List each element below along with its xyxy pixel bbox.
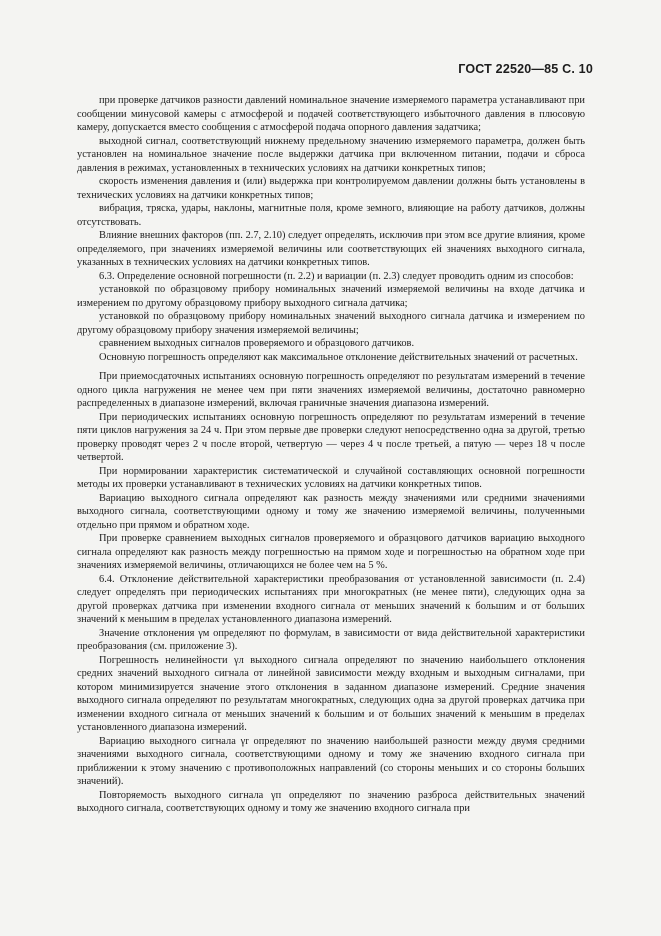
paragraph: Вариацию выходного сигнала определяют как разность между значениями или средними значениями выходного сигнала, соответствующими одному и тому же значению измеряемой величины, полученными отдельно при прямом и обратном ходе. (77, 492, 585, 531)
paragraph: 6.4. Отклонение действительной характеристики преобразования от установленной зависимости (п. 2.4) следует определять при периодических испытаниях при многократных (не менее пяти), следующих одна за другой проверках датчика при изменении входного сигнала от меньших значений к большим и от больших значений к меньшим в пределах установленного диапазона измерений. (77, 573, 585, 625)
document-body (77, 94, 585, 816)
paragraph: сравнением выходных сигналов проверяемого и образцового датчиков. (99, 338, 415, 349)
paragraph: установкой по образцовому прибору номинальных значений измеряемой величины на входе датчика и измерением по другому образцовому прибору выходного сигнала датчика; (77, 284, 585, 309)
paragraph: При приемосдаточных испытаниях основную погрешность определяют по результатам измерений в течение одного цикла нагружения не менее чем при пяти значениях измеряемой величины, достаточно равномерно распределенных в диапазоне измерений, включая граничные значения диапазона измерений. (77, 371, 585, 409)
paragraph: выходной сигнал, соответствующий нижнему предельному значению измеряемого параметра, должен быть установлен на номинальное значение после выдержки датчика при включенном питании, подачи и сброса давления в режимах, установленных в технических условиях на датчики конкретных типов; (77, 135, 585, 174)
paragraph: Повторяемость выходного сигнала γп определяют по значению разброса действительных значений выходного сигнала, соответствующих одному и тому же значению входного сигнала при (77, 789, 585, 814)
paragraph: Основную погрешность определяют как максимальное отклонение действительных значений от расчетных. (99, 351, 578, 363)
paragraph: установкой по образцовому прибору номинальных значений выходного сигнала датчика и измерением по другому образцовому прибору значения измеряемой величины; (77, 311, 585, 336)
paragraph: 6.3. Определение основной погрешности (п. 2.2) и вариации (п. 2.3) следует проводить одним из способов: (99, 270, 574, 282)
paragraph: При периодических испытаниях основную погрешность определяют по результатам измерений в течение пяти циклов нагружения за 24 ч. При этом первые две проверки следуют непосредственно одна за другой, третью проверку проводят через 2 ч после второй, четвертую — через 4 ч после третьей, а пятую — через 18 ч после четвертой. (77, 411, 585, 463)
paragraph: Влияние внешних факторов (пп. 2.7, 2.10) следует определять, исключив при этом все другие влияния, кроме определяемого, при значениях измеряемой величины или соответствующих ей значениях выходного сигнала, указанных в технических условиях на датчики конкретных типов. (77, 230, 585, 268)
paragraph: Значение отклонения γм определяют по формулам, в зависимости от вида действительной характеристики преобразования (см. приложение 3). (77, 627, 585, 652)
paragraph: Погрешность нелинейности γл выходного сигнала определяют по значению наибольшего отклонения средних значений выходного сигнала от линейной зависимости между входным и выходным сигналами, при котором минимизируется значение этого отклонения в заданном диапазоне измерений. Средние значения выходного сигнала определяют по результатам многократных, следующих одна за другой проверках датчика при изменении входного сигнала от меньших значений к большим и от больших значений к меньшим в пределах установленного диапазона измерений. (77, 654, 585, 733)
paragraph: скорость изменения давления и (или) выдержка при контролируемом давлении должны быть установлены в технических условиях на датчики конкретных типов; (77, 176, 585, 201)
paragraph: вибрация, тряска, удары, наклоны, магнитные поля, кроме земного, влияющие на работу датчиков, должны отсутствовать. (77, 203, 585, 228)
paragraph: при проверке датчиков разности давлений номинальное значение измеряемого параметра устанавливают при сообщении минусовой камеры с атмосферой и подачей соответствующего избыточного давления в плюсовую камеру, допускается вместо сообщения с атмосферой подача опорного давления задатчика; (77, 95, 585, 133)
paragraph: При проверке сравнением выходных сигналов проверяемого и образцового датчиков вариацию выходного сигнала определяют как разность между погрешностью на прямом ходе и погрешностью на обратном ходе при значениях измеряемой величины, отличающихся не более чем на 5 %. (77, 533, 585, 571)
paragraph: При нормировании характеристик систематической и случайной составляющих основной погрешности методы их проверки устанавливают в технических условиях на датчики конкретных типов. (77, 465, 585, 490)
page-header: ГОСТ 22520—85 С. 10 (458, 62, 593, 76)
paragraph: Вариацию выходного сигнала γr определяют по значению наибольшей разности между двумя средними значениями выходного сигнала, соответствующими одному и тому же значению входного сигнала при приближении к этому значению с противоположных направлений (со стороны меньших и со стороны больших значений). (77, 735, 585, 787)
